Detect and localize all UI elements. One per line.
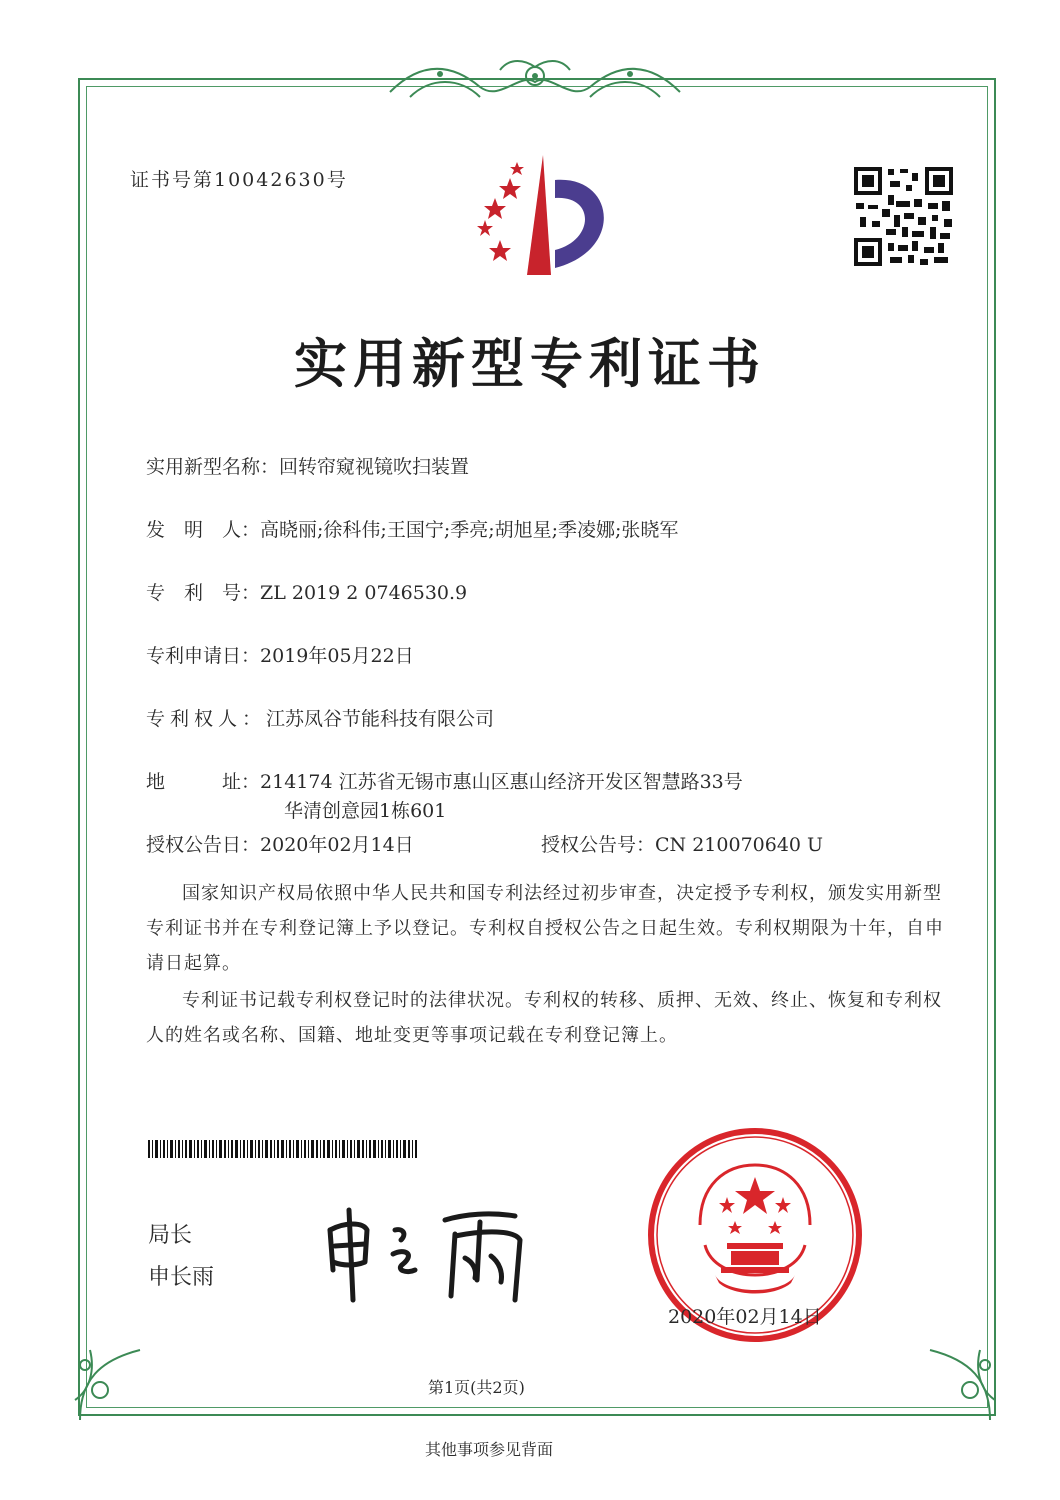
barcode-icon (148, 1140, 418, 1158)
field-label: 授权公告号： (541, 834, 656, 856)
field-value: ZL 2019 2 0746530.9 (260, 582, 468, 604)
back-note: 其他事项参见背面 (425, 1440, 554, 1459)
field-patentee (146, 704, 494, 731)
field-label: 专 利 号： (146, 582, 261, 604)
field-patent-number (146, 578, 467, 605)
field-value: 2019年05月22日 (260, 645, 414, 667)
signatory-name: 申长雨 (148, 1265, 215, 1290)
field-grant-date (146, 830, 414, 857)
certificate-number: 证书号第10042630号 (130, 169, 348, 191)
field-label: 实用新型名称： (146, 456, 280, 478)
field-label: 授权公告日： (146, 834, 261, 856)
field-address (146, 767, 743, 794)
field-label: 发 明 人： (146, 519, 261, 541)
page-indicator: 第1页(共2页) (428, 1378, 525, 1397)
top-ornament-icon (380, 52, 690, 112)
legal-paragraph-1: 国家知识产权局依照中华人民共和国专利法经过初步审查，决定授予专利权，颁发实用新型专利证书并在专利登记簿上予以登记。专利权自授权公告之日起生效。专利权期限为十年，自申请日起算。 (146, 883, 944, 974)
field-value: 2020年02月14日 (260, 834, 414, 856)
seal-date: 2020年02月14日 (668, 1306, 822, 1328)
field-value: 214174 江苏省无锡市惠山区惠山经济开发区智慧路33号 (260, 771, 743, 793)
cnipa-logo-icon (455, 150, 635, 280)
handwritten-signature-icon (315, 1200, 545, 1310)
field-grant-number (541, 830, 823, 857)
field-value: 高晓丽;徐科伟;王国宁;季亮;胡旭星;季凌娜;张晓军 (260, 519, 679, 541)
field-value: 回转帘窥视镜吹扫装置 (279, 456, 470, 478)
field-label: 专利申请日： (146, 645, 261, 667)
corner-ornament-icon (60, 1320, 170, 1430)
field-label: 专利权人： (146, 708, 267, 730)
field-value: 江苏凤谷节能科技有限公司 (266, 708, 495, 730)
field-label: 地 址： (146, 771, 261, 793)
field-inventors (146, 515, 678, 542)
seal-text (697, 1188, 704, 1189)
field-utility-model-name (146, 452, 469, 479)
field-address-line2: 华清创意园1栋601 (284, 800, 447, 822)
page-title: 实用新型专利证书 (294, 333, 766, 395)
qr-code-icon (852, 165, 955, 268)
corner-ornament-icon (900, 1320, 1010, 1430)
field-value: CN 210070640 U (655, 834, 824, 856)
legal-paragraph-2: 专利证书记载专利权登记时的法律状况。专利权的转移、质押、无效、终止、恢复和专利权人的姓名或名称、国籍、地址变更等事项记载在专利登记簿上。 (146, 990, 942, 1046)
signatory-title: 局长 (148, 1223, 193, 1248)
field-application-date (146, 641, 414, 668)
